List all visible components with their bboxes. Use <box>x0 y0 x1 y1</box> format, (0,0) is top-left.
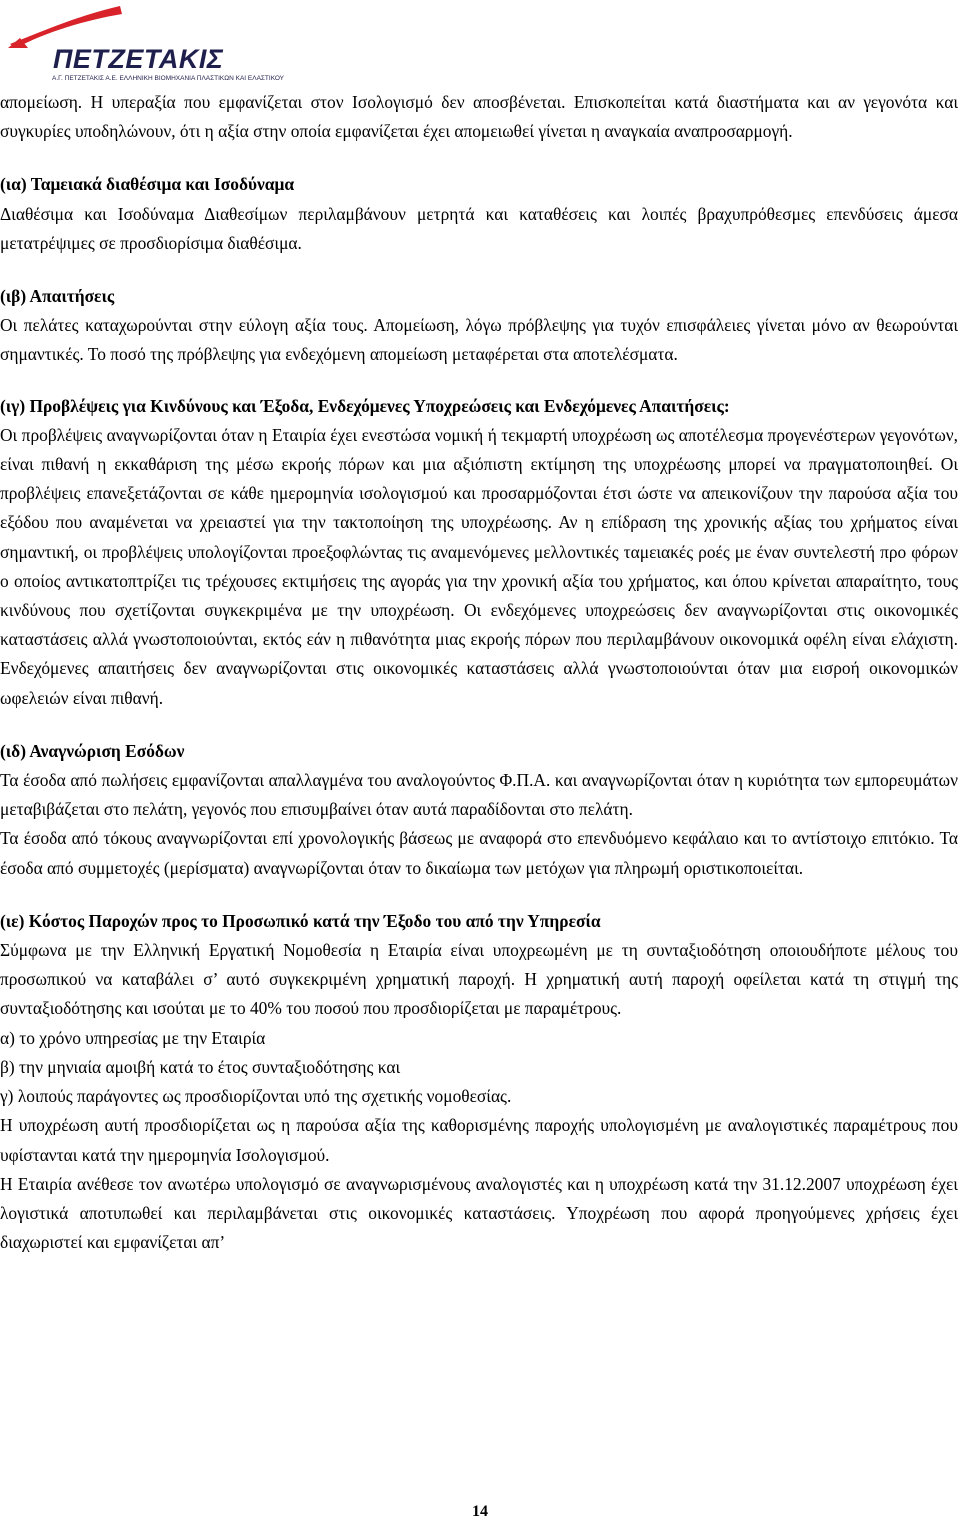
list-item-other-factors: γ) λοιπούς παράγοντες ως προσδιορίζονται υπό της σχετικής νομοθεσίας. <box>0 1086 512 1107</box>
list-item-service-years: α) το χρόνο υπηρεσίας με την Εταιρία <box>0 1027 266 1048</box>
intro-paragraph: απομείωση. Η υπεραξία που εμφανίζεται στον Ισολογισμό δεν αποσβένεται. Επισκοπείται κατά διαστήματα και αν γεγονότα και συγκυρίες υποδηλώνουν, ότι η αξία στην οποία εμφανίζεται έχει απομειωθεί γίνεται η αναγκαία αναπροσαρμογή. <box>0 92 958 142</box>
section-heading-employee: (ιε) Κόστος Παροχών προς το Προσωπικό κατά την Έξοδο του από την Υπηρεσία <box>0 910 601 931</box>
section-body-revenue-interest: Τα έσοδα από τόκους αναγνωρίζονται επί χρονολογικής βάσεως με αναφορά στο επενδυόμενο κεφάλαιο και το αντίστοιχο επιτόκιο. Τα έσοδα από συμμετοχές (μερίσματα) αναγνωρίζονται όταν το δικαίωμα των μετόχων για πληρωμή οριστικοποιείται. <box>0 828 958 878</box>
company-logo <box>6 4 285 84</box>
list-item-monthly-pay: β) την μηνιαία αμοιβή κατά το έτος συνταξιοδότησης και <box>0 1056 401 1077</box>
section-heading-revenue: (ιδ) Αναγνώριση Εσόδων <box>0 740 185 761</box>
section-body-revenue-sales: Τα έσοδα από πωλήσεις εμφανίζονται απαλλαγμένα του αναλογούντος Φ.Π.Α. και αναγνωρίζονται όταν η κυριότητα των εμπορευμάτων μεταβιβάζεται στο πελάτη, γεγονός που επισυμβαίνει όταν αυτά παραδίδονται στο πελάτη. <box>0 770 958 820</box>
page-number: 14 <box>472 1503 488 1520</box>
section-body-receivables: Οι πελάτες καταχωρούνται στην εύλογη αξία τους. Απομείωση, λόγω πρόβλεψης για τυχόν επισφάλειες γίνεται μόνο αν θεωρούνται σημαντικές. Το ποσό της πρόβλεψης για ενδεχόμενη απομείωση μεταφέρεται στα αποτελέσματα. <box>0 315 958 365</box>
section-body-employee-law: Σύμφωνα με την Ελληνική Εργατική Νομοθεσία η Εταιρία είναι υποχρεωμένη με τη συνταξιοδότηση οποιουδήποτε μέλους του προσωπικού να καταβάλει σ’ αυτό συγκεκριμένη χρηματική παροχή. Η χρηματική αυτή παροχή οφείλεται κατά τη στιγμή της συνταξιοδότησης και ισούται με το 40% του ποσού που προσδιορίζεται με παραμέτρους. <box>0 940 958 1019</box>
section-heading-receivables: (ιβ) Απαιτήσεις <box>0 286 115 307</box>
section-body-cash: Διαθέσιμα και Ισοδύναμα Διαθεσίμων περιλαμβάνουν μετρητά και καταθέσεις και λοιπές βραχυπρόθεσμες επενδύσεις άμεσα μετατρέψιμες σε προσδιορίσιμα διαθέσιμα. <box>0 203 958 253</box>
section-heading-provisions: (ιγ) Προβλέψεις για Κινδύνους και Έξοδα, Ενδεχόμενες Υποχρεώσεις και Ενδεχόμενες Απαιτήσεις: <box>0 395 730 416</box>
logo-subtitle: Α.Γ. ΠΕΤΖΕΤΑΚΙΣ Α.Ε. ΕΛΛΗΝΙΚΗ ΒΙΟΜΗΧΑΝΙΑ ΠΛΑΣΤΙΚΩΝ ΚΑΙ ΕΛΑΣΤΙΚΟΥ <box>52 75 285 82</box>
section-body-provisions: Οι προβλέψεις αναγνωρίζονται όταν η Εταιρία έχει ενεστώσα νομική ή τεκμαρτή υποχρέωση ως αποτέλεσμα προγενέστερων γεγονότων, είναι πιθανή η εκκαθάριση της μέσω εκροής πόρων και μια αξιόπιστη εκτίμηση της υποχρέωσης μπορεί να πραγματοποιηθεί. Οι προβλέψεις επανεξετάζονται σε κάθε ημερομηνία ισολογισμού και προσαρμόζονται έτσι ώστε να απεικονίζουν την παρούσα αξία του εξόδου που αναμένεται να χρειαστεί για την τακτοποίηση της υποχρέωσης. Αν η επίδραση της χρονικής αξίας του χρήματος είναι σημαντική, οι προβλέψεις υπολογίζονται προεξοφλώντας τις αναμενόμενες μελλοντικές ταμειακές ροές με έναν συντελεστή προ φόρων ο οποίος αντικατοπτρίζει τις τρέχουσες εκτιμήσεις της αγοράς για την χρονική αξία του χρήματος, και όπου κρίνεται απαραίτητο, τους κινδύνους που σχετίζονται συγκεκριμένα με την υποχρέωση. Οι ενδεχόμενες υποχρεώσεις δεν αναγνωρίζονται στις οικονομικές καταστάσεις αλλά γνωστοποιούνται, εκτός εάν η πιθανότητα μιας εκροής πόρων που περιλαμβάνουν οικονομικά οφέλη είναι ελάχιστη. Ενδεχόμενες απαιτήσεις δεν αναγνωρίζονται στις οικονομικές καταστάσεις αλλά γνωστοποιούνται όταν μια εισροή οικονομικών ωφελειών είναι πιθανή. <box>0 424 958 708</box>
section-body-employee-actuaries: Η Εταιρία ανέθεσε τον ανωτέρω υπολογισμό σε αναγνωρισμένους αναλογιστές και η υποχρέωση κατά την 31.12.2007 υποχρέωση έχει λογιστικά αποτυπωθεί και περιλαμβάνεται στις οικονομικές καταστάσεις. Υποχρέωση που αφορά προηγούμενες χρήσεις έχει διαχωριστεί και εμφανίζεται απ’ <box>0 1173 958 1253</box>
logo-company-name: ΠΕΤΖΕΤΑΚΙΣ <box>53 44 224 74</box>
section-heading-cash: (ια) Ταμειακά διαθέσιμα και Ισοδύναμα <box>0 174 295 195</box>
logo-swoosh-icon <box>6 4 126 48</box>
document-body <box>0 88 958 1257</box>
section-body-employee-valuation: Η υποχρέωση αυτή προσδιορίζεται ως η παρούσα αξία της καθορισμένης παροχής υπολογισμένη με αναλογιστικές παραμέτρους που υφίστανται κατά την ημερομηνία Ισολογισμού. <box>0 1115 958 1165</box>
